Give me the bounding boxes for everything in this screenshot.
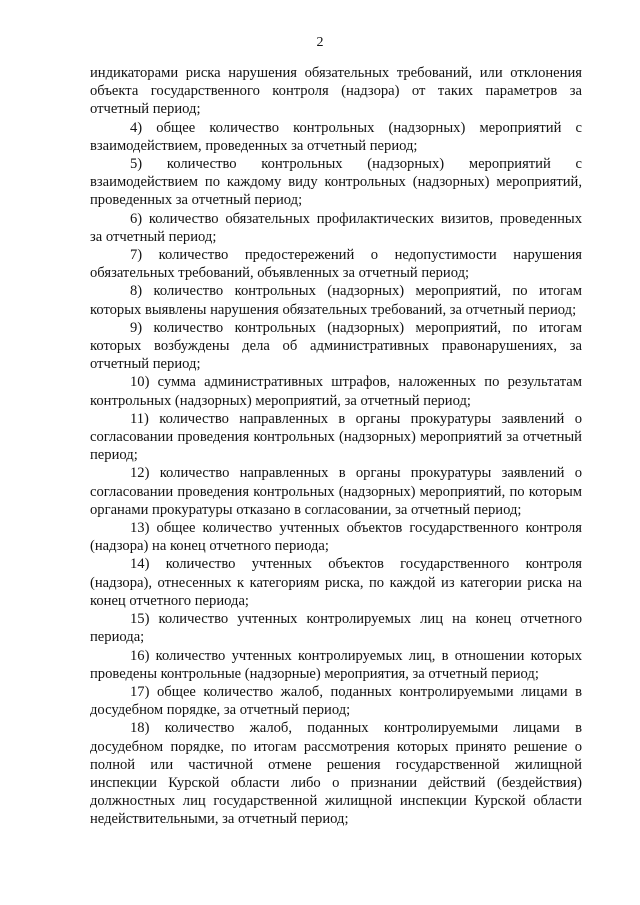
list-item-14: 14) количество учтенных объектов государственного контроля (надзора), отнесенных к категориям риска, по каждой из категории риска на конец отчетного периода;	[90, 556, 582, 609]
list-item-12: 12) количество направленных в органы прокуратуры заявлений о согласовании проведения контрольных (надзорных) мероприятий, по которым органами прокуратуры отказано в согласовании, за отчетный период;	[90, 465, 582, 518]
list-item-5: 5) количество контрольных (надзорных) мероприятий с взаимодействием по каждому виду контрольных (надзорных) мероприятий, проведенных за отчетный период;	[90, 156, 582, 209]
list-item-11: 11) количество направленных в органы прокуратуры заявлений о согласовании проведения контрольных (надзорных) мероприятий за отчетный период;	[90, 410, 582, 464]
list-item-10: 10) сумма административных штрафов, наложенных по результатам контрольных (надзорных) мероприятий, за отчетный период;	[90, 374, 582, 409]
list-item-7: 7) количество предостережений о недопустимости нарушения обязательных требований, объявленных за отчетный период;	[90, 247, 582, 282]
list-item-18: 18) количество жалоб, поданных контролируемыми лицами в досудебном порядке, по итогам рассмотрения которых принято решение о полной или частичной отмене решения государственной жилищной инспекции Курской области либо о признании действий (бездействия) должностных лиц государственной жилищной инспекции Курской области недействительными, за отчетный период;	[90, 720, 582, 828]
list-item-17: 17) общее количество жалоб, поданных контролируемыми лицами в досудебном порядке, за отчетный период;	[90, 683, 582, 719]
list-item-9: 9) количество контрольных (надзорных) мероприятий, по итогам которых возбуждены дела об административных правонарушениях, за отчетный период;	[90, 319, 582, 373]
list-item-4: 4) общее количество контрольных (надзорных) мероприятий с взаимодействием, проведенных за отчетный период;	[90, 119, 582, 154]
document-body	[90, 64, 582, 829]
page-number: 2	[316, 35, 324, 50]
paragraph-continuation: индикаторами риска нарушения обязательных требований, или отклонения объекта государственного контроля (надзора) от таких параметров за отчетный период;	[90, 65, 582, 118]
list-item-13: 13) общее количество учтенных объектов государственного контроля (надзора) на конец отчетного периода;	[90, 520, 582, 555]
list-item-16: 16) количество учтенных контролируемых лиц, в отношении которых проведены контрольные (надзорные) мероприятия, за отчетный период;	[90, 647, 582, 682]
list-item-8: 8) количество контрольных (надзорных) мероприятий, по итогам которых выявлены нарушения обязательных требований, за отчетный период;	[90, 283, 582, 318]
list-item-15: 15) количество учтенных контролируемых лиц на конец отчетного периода;	[90, 611, 582, 646]
list-item-6: 6) количество обязательных профилактических визитов, проведенных за отчетный период;	[90, 210, 582, 245]
